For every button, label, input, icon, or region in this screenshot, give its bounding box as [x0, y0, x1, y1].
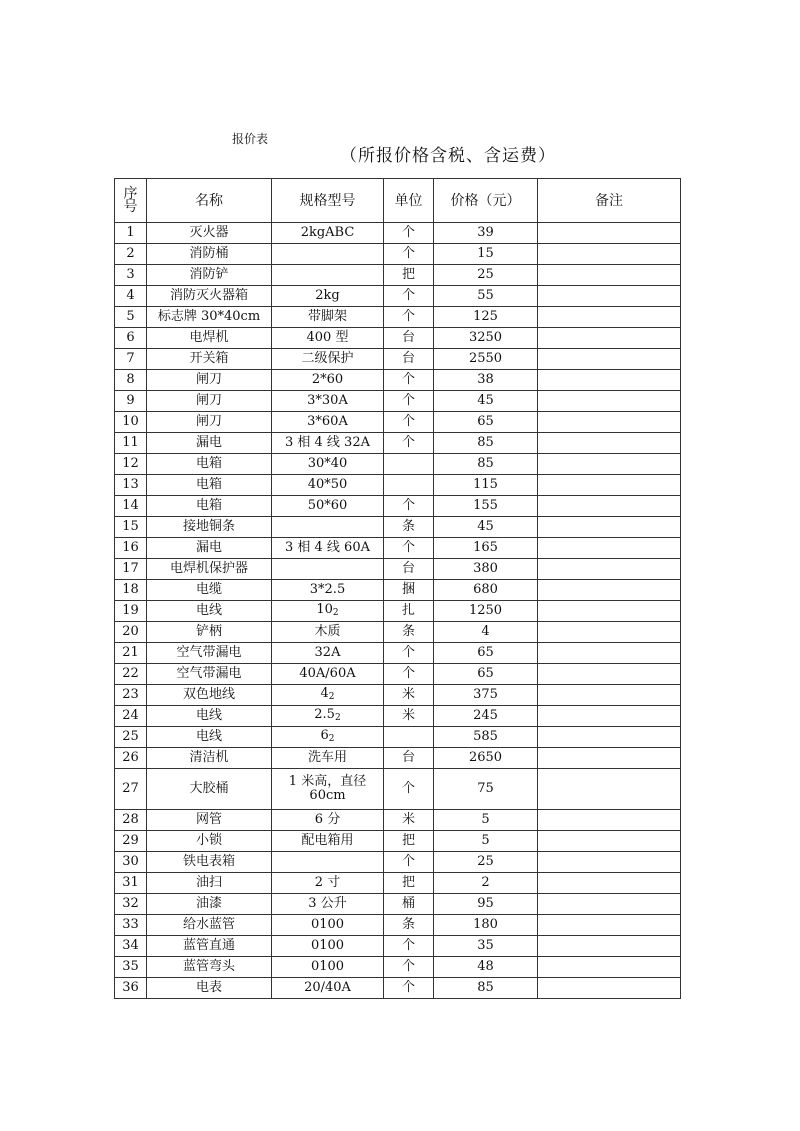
- cell-price: 45: [434, 517, 538, 538]
- cell-note: [538, 244, 681, 265]
- cell-unit: 个: [384, 223, 434, 244]
- cell-unit: 个: [384, 433, 434, 454]
- cell-unit: 把: [384, 831, 434, 852]
- cell-seq: 33: [115, 915, 147, 936]
- cell-spec: 0100: [272, 957, 384, 978]
- table-row: [115, 370, 681, 391]
- page-title: 报价表: [232, 132, 269, 146]
- table-row: [115, 810, 681, 831]
- cell-seq: 35: [115, 957, 147, 978]
- cell-price: 245: [434, 706, 538, 727]
- cell-unit: 台: [384, 349, 434, 370]
- cell-spec: 0100: [272, 936, 384, 957]
- cell-spec: 带脚架: [272, 307, 384, 328]
- cell-unit: 个: [384, 391, 434, 412]
- cell-unit: 把: [384, 265, 434, 286]
- quote-table: [114, 178, 681, 999]
- cell-price: 2: [434, 873, 538, 894]
- cell-name: 电焊机: [147, 328, 272, 349]
- table-row: [115, 496, 681, 517]
- cell-price: 65: [434, 664, 538, 685]
- header-seq: [115, 179, 147, 223]
- cell-spec: 洗车用: [272, 748, 384, 769]
- cell-name: 漏电: [147, 433, 272, 454]
- table-row: [115, 349, 681, 370]
- table-row: [115, 957, 681, 978]
- cell-price: 35: [434, 936, 538, 957]
- table-row: [115, 286, 681, 307]
- cell-spec: [272, 706, 384, 727]
- cell-unit: 个: [384, 370, 434, 391]
- cell-price: 4: [434, 622, 538, 643]
- cell-seq: 15: [115, 517, 147, 538]
- cell-note: [538, 286, 681, 307]
- cell-seq: 23: [115, 685, 147, 706]
- cell-unit: 个: [384, 286, 434, 307]
- cell-price: 95: [434, 894, 538, 915]
- table-row: [115, 559, 681, 580]
- cell-name: 电缆: [147, 580, 272, 601]
- table-row: [115, 244, 681, 265]
- cell-note: [538, 664, 681, 685]
- cell-price: 85: [434, 433, 538, 454]
- table-row: [115, 727, 681, 748]
- cell-price: 125: [434, 307, 538, 328]
- cell-name: 电线: [147, 727, 272, 748]
- cell-spec: 3*2.5: [272, 580, 384, 601]
- cell-note: [538, 370, 681, 391]
- cell-spec: 1 米高，直径 60cm: [272, 769, 384, 810]
- cell-unit: 条: [384, 517, 434, 538]
- cell-name: 消防铲: [147, 265, 272, 286]
- cell-note: [538, 685, 681, 706]
- cell-unit: 台: [384, 328, 434, 349]
- cell-spec: 3*30A: [272, 391, 384, 412]
- cell-spec: 40A/60A: [272, 664, 384, 685]
- cell-unit: 个: [384, 538, 434, 559]
- spec-value: 4: [320, 685, 329, 701]
- cell-note: [538, 873, 681, 894]
- cell-seq: 7: [115, 349, 147, 370]
- cell-name: 空气带漏电: [147, 643, 272, 664]
- cell-seq: 31: [115, 873, 147, 894]
- cell-name: 小锁: [147, 831, 272, 852]
- cell-seq: 29: [115, 831, 147, 852]
- table-row: [115, 265, 681, 286]
- cell-spec: 3 公升: [272, 894, 384, 915]
- cell-price: 155: [434, 496, 538, 517]
- cell-name: 开关箱: [147, 349, 272, 370]
- table-row: [115, 748, 681, 769]
- cell-note: [538, 496, 681, 517]
- cell-seq: 9: [115, 391, 147, 412]
- cell-note: [538, 706, 681, 727]
- cell-name: 铲柄: [147, 622, 272, 643]
- cell-note: [538, 538, 681, 559]
- table-row: [115, 307, 681, 328]
- cell-price: 375: [434, 685, 538, 706]
- cell-seq: 36: [115, 978, 147, 999]
- cell-seq: 10: [115, 412, 147, 433]
- cell-seq: 1: [115, 223, 147, 244]
- spec-subscript: 2: [328, 691, 335, 702]
- cell-note: [538, 915, 681, 936]
- cell-note: [538, 748, 681, 769]
- cell-unit: 个: [384, 936, 434, 957]
- cell-spec: 3*60A: [272, 412, 384, 433]
- cell-seq: 34: [115, 936, 147, 957]
- cell-note: [538, 349, 681, 370]
- table-body: [115, 223, 681, 999]
- table-row: [115, 454, 681, 475]
- cell-note: [538, 412, 681, 433]
- cell-seq: 26: [115, 748, 147, 769]
- cell-price: 15: [434, 244, 538, 265]
- header-note: 备注: [538, 179, 681, 223]
- table-row: [115, 328, 681, 349]
- cell-unit: 米: [384, 810, 434, 831]
- cell-spec: 木质: [272, 622, 384, 643]
- cell-unit: 个: [384, 769, 434, 810]
- cell-spec: 6 分: [272, 810, 384, 831]
- cell-unit: 个: [384, 307, 434, 328]
- header-name: 名称: [147, 179, 272, 223]
- header-unit: 单位: [384, 179, 434, 223]
- cell-spec: 3 相 4 线 60A: [272, 538, 384, 559]
- cell-unit: 个: [384, 664, 434, 685]
- table-row: [115, 873, 681, 894]
- cell-name: 接地铜条: [147, 517, 272, 538]
- cell-name: 油扫: [147, 873, 272, 894]
- cell-seq: 28: [115, 810, 147, 831]
- table-row: [115, 622, 681, 643]
- cell-unit: 米: [384, 706, 434, 727]
- cell-seq: 12: [115, 454, 147, 475]
- cell-price: 2550: [434, 349, 538, 370]
- cell-seq: 20: [115, 622, 147, 643]
- cell-price: 65: [434, 643, 538, 664]
- table-row: [115, 433, 681, 454]
- cell-spec: 3 相 4 线 32A: [272, 433, 384, 454]
- cell-name: 双色地线: [147, 685, 272, 706]
- cell-note: [538, 307, 681, 328]
- cell-seq: 8: [115, 370, 147, 391]
- table-row: [115, 412, 681, 433]
- cell-price: 45: [434, 391, 538, 412]
- cell-note: [538, 601, 681, 622]
- cell-name: 消防灭火器箱: [147, 286, 272, 307]
- spec-value: 6: [320, 727, 329, 743]
- table-row: [115, 831, 681, 852]
- cell-unit: 个: [384, 852, 434, 873]
- cell-note: [538, 559, 681, 580]
- cell-price: 1250: [434, 601, 538, 622]
- cell-name: 网管: [147, 810, 272, 831]
- table-header-row: [115, 179, 681, 223]
- cell-price: 48: [434, 957, 538, 978]
- cell-name: 清洁机: [147, 748, 272, 769]
- cell-name: 电焊机保护器: [147, 559, 272, 580]
- cell-unit: 台: [384, 748, 434, 769]
- cell-name: 蓝管直通: [147, 936, 272, 957]
- cell-note: [538, 769, 681, 810]
- cell-name: 电线: [147, 601, 272, 622]
- header-seq-text: 序号: [123, 185, 138, 215]
- cell-spec: 二级保护: [272, 349, 384, 370]
- table-row: [115, 915, 681, 936]
- cell-spec: 40*50: [272, 475, 384, 496]
- table-row: [115, 978, 681, 999]
- cell-price: 25: [434, 265, 538, 286]
- cell-unit: 个: [384, 244, 434, 265]
- cell-unit: 个: [384, 957, 434, 978]
- cell-price: 380: [434, 559, 538, 580]
- cell-spec: 2*60: [272, 370, 384, 391]
- cell-note: [538, 957, 681, 978]
- cell-spec: [272, 601, 384, 622]
- cell-seq: 2: [115, 244, 147, 265]
- table-row: [115, 685, 681, 706]
- cell-spec: [272, 517, 384, 538]
- cell-seq: 13: [115, 475, 147, 496]
- cell-note: [538, 454, 681, 475]
- cell-spec: 2 寸: [272, 873, 384, 894]
- cell-spec: 50*60: [272, 496, 384, 517]
- cell-name: 闸刀: [147, 412, 272, 433]
- cell-spec: 32A: [272, 643, 384, 664]
- cell-name: 给水蓝管: [147, 915, 272, 936]
- cell-note: [538, 580, 681, 601]
- cell-note: [538, 936, 681, 957]
- cell-note: [538, 391, 681, 412]
- cell-spec: [272, 685, 384, 706]
- cell-seq: 4: [115, 286, 147, 307]
- cell-price: 585: [434, 727, 538, 748]
- cell-note: [538, 223, 681, 244]
- table-row: [115, 706, 681, 727]
- header-price: 价格（元）: [434, 179, 538, 223]
- cell-seq: 19: [115, 601, 147, 622]
- table-row: [115, 664, 681, 685]
- cell-note: [538, 622, 681, 643]
- cell-price: 5: [434, 810, 538, 831]
- cell-seq: 17: [115, 559, 147, 580]
- cell-seq: 25: [115, 727, 147, 748]
- cell-price: 165: [434, 538, 538, 559]
- cell-price: 38: [434, 370, 538, 391]
- cell-name: 消防桶: [147, 244, 272, 265]
- table-row: [115, 769, 681, 810]
- cell-spec: 0100: [272, 915, 384, 936]
- cell-unit: 捆: [384, 580, 434, 601]
- cell-note: [538, 894, 681, 915]
- cell-price: 2650: [434, 748, 538, 769]
- cell-name: 油漆: [147, 894, 272, 915]
- cell-unit: 个: [384, 496, 434, 517]
- table-row: [115, 517, 681, 538]
- cell-unit: 个: [384, 412, 434, 433]
- cell-price: 85: [434, 454, 538, 475]
- cell-spec: [272, 852, 384, 873]
- cell-name: 闸刀: [147, 391, 272, 412]
- cell-note: [538, 831, 681, 852]
- spec-subscript: 2: [332, 607, 339, 618]
- table-row: [115, 936, 681, 957]
- cell-note: [538, 810, 681, 831]
- cell-spec: [272, 727, 384, 748]
- cell-note: [538, 328, 681, 349]
- table-row: [115, 538, 681, 559]
- cell-spec: [272, 265, 384, 286]
- table-row: [115, 852, 681, 873]
- cell-price: 180: [434, 915, 538, 936]
- cell-name: 铁电表箱: [147, 852, 272, 873]
- spec-value: 2.5: [314, 706, 335, 722]
- table-row: [115, 601, 681, 622]
- cell-spec: [272, 244, 384, 265]
- cell-name: 蓝管弯头: [147, 957, 272, 978]
- cell-seq: 14: [115, 496, 147, 517]
- cell-unit: [384, 475, 434, 496]
- cell-seq: 18: [115, 580, 147, 601]
- cell-seq: 30: [115, 852, 147, 873]
- cell-price: 680: [434, 580, 538, 601]
- cell-seq: 22: [115, 664, 147, 685]
- cell-unit: 扎: [384, 601, 434, 622]
- cell-note: [538, 978, 681, 999]
- cell-seq: 6: [115, 328, 147, 349]
- cell-seq: 27: [115, 769, 147, 810]
- cell-note: [538, 265, 681, 286]
- cell-seq: 16: [115, 538, 147, 559]
- cell-spec: 20/40A: [272, 978, 384, 999]
- cell-note: [538, 517, 681, 538]
- cell-name: 电线: [147, 706, 272, 727]
- cell-unit: 台: [384, 559, 434, 580]
- cell-name: 空气带漏电: [147, 664, 272, 685]
- cell-unit: 个: [384, 643, 434, 664]
- cell-unit: 把: [384, 873, 434, 894]
- table-row: [115, 580, 681, 601]
- cell-seq: 3: [115, 265, 147, 286]
- cell-note: [538, 727, 681, 748]
- cell-spec: 400 型: [272, 328, 384, 349]
- cell-unit: 米: [384, 685, 434, 706]
- cell-name: 标志牌 30*40cm: [147, 307, 272, 328]
- cell-name: 电箱: [147, 454, 272, 475]
- table-row: [115, 475, 681, 496]
- cell-name: 电箱: [147, 475, 272, 496]
- cell-seq: 24: [115, 706, 147, 727]
- cell-price: 25: [434, 852, 538, 873]
- table-row: [115, 391, 681, 412]
- cell-price: 3250: [434, 328, 538, 349]
- cell-price: 75: [434, 769, 538, 810]
- cell-unit: 条: [384, 915, 434, 936]
- cell-price: 39: [434, 223, 538, 244]
- table-row: [115, 894, 681, 915]
- spec-subscript: 2: [328, 733, 335, 744]
- cell-spec: [272, 559, 384, 580]
- cell-unit: [384, 454, 434, 475]
- cell-unit: 桶: [384, 894, 434, 915]
- cell-seq: 21: [115, 643, 147, 664]
- cell-unit: 条: [384, 622, 434, 643]
- page-subtitle: （所报价格含税、含运费）: [340, 146, 556, 166]
- cell-name: 漏电: [147, 538, 272, 559]
- cell-seq: 32: [115, 894, 147, 915]
- cell-name: 灭火器: [147, 223, 272, 244]
- cell-spec: 30*40: [272, 454, 384, 475]
- cell-price: 5: [434, 831, 538, 852]
- table-row: [115, 223, 681, 244]
- cell-price: 115: [434, 475, 538, 496]
- cell-note: [538, 852, 681, 873]
- cell-unit: [384, 727, 434, 748]
- cell-name: 大胶桶: [147, 769, 272, 810]
- table-row: [115, 643, 681, 664]
- cell-note: [538, 475, 681, 496]
- spec-value: 10: [316, 601, 333, 617]
- cell-price: 85: [434, 978, 538, 999]
- cell-seq: 11: [115, 433, 147, 454]
- cell-name: 电表: [147, 978, 272, 999]
- cell-spec: 2kgABC: [272, 223, 384, 244]
- cell-name: 电箱: [147, 496, 272, 517]
- header-spec: 规格型号: [272, 179, 384, 223]
- cell-seq: 5: [115, 307, 147, 328]
- cell-name: 闸刀: [147, 370, 272, 391]
- cell-spec: 配电箱用: [272, 831, 384, 852]
- spec-subscript: 2: [334, 712, 341, 723]
- cell-note: [538, 433, 681, 454]
- cell-note: [538, 643, 681, 664]
- cell-spec: 2kg: [272, 286, 384, 307]
- cell-price: 55: [434, 286, 538, 307]
- cell-unit: 个: [384, 978, 434, 999]
- cell-price: 65: [434, 412, 538, 433]
